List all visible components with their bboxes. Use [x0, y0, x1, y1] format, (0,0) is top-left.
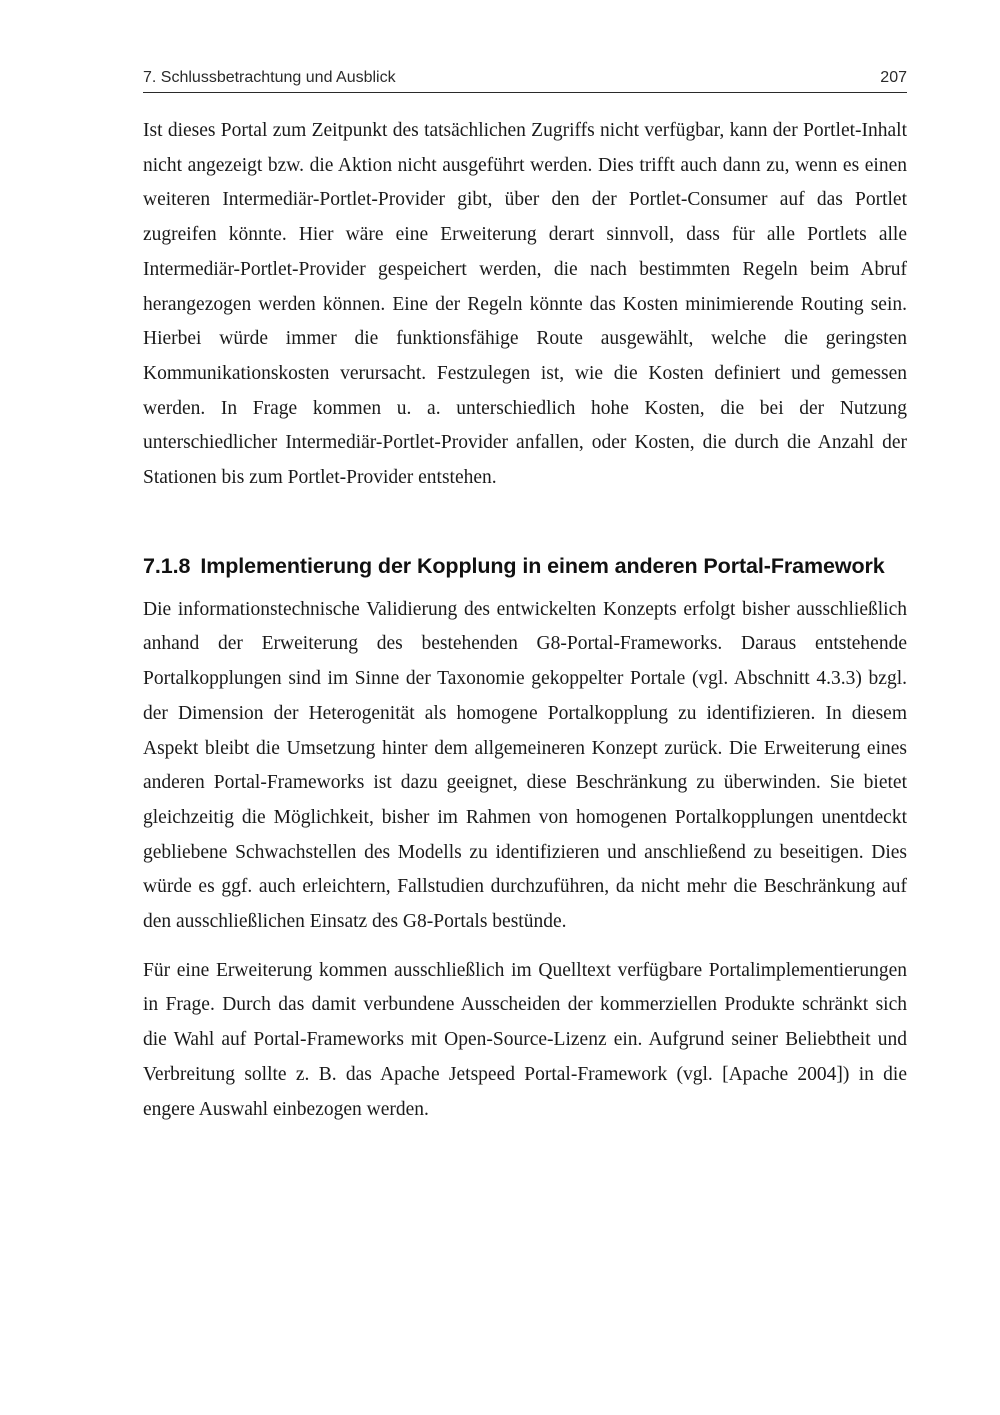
section-heading [143, 551, 907, 581]
paragraph: Für eine Erweiterung kommen ausschließlich im Quelltext verfügbare Portalimplementierungen in Frage. Durch das damit verbundene Ausscheiden der kommerziellen Produkte schränkt sich die Wahl auf Portal-Frameworks mit Open-Source-Lizenz ein. Aufgrund seiner Beliebtheit und Verbreitung sollte z. B. das Apache Jetspeed Portal-Framework (vgl. [Apache 2004]) in die engere Auswahl einbezogen werden. [143, 959, 907, 1120]
running-header [143, 66, 907, 93]
paragraph: Ist dieses Portal zum Zeitpunkt des tatsächlichen Zugriffs nicht verfügbar, kann der Portlet-Inhalt nicht angezeigt bzw. die Aktion nicht ausgeführt werden. Dies trifft auch dann zu, wenn es einen weiteren Intermediär-Portlet-Provider gibt, über den der Portlet-Consumer auf das Portlet zugreifen könnte. Hier wäre eine Erweiterung derart sinnvoll, dass für alle Portlets alle Intermediär-Portlet-Provider gespeichert werden, die nach bestimmten Regeln beim Abruf herangezogen werden können. Eine der Regeln könnte das Kosten minimierende Routing sein. Hierbei würde immer die funktionsfähige Route ausgewählt, welche die geringsten Kommunikationskosten verursacht. Festzulegen ist, wie die Kosten definiert und gemessen werden. In Frage kommen u. a. unterschiedlich hohe Kosten, die bei der Nutzung unterschiedlicher Intermediär-Portlet-Provider anfallen, oder Kosten, die durch die Anzahl der Stationen bis zum Portlet-Provider entstehen. [143, 120, 907, 489]
paragraph: Die informationstechnische Validierung des entwickelten Konzepts erfolgt bisher ausschließlich anhand der Erweiterung des bestehenden G8-Portal-Frameworks. Daraus entstehende Portalkopplungen sind im Sinne der Taxonomie gekoppelter Portale (vgl. Abschnitt 4.3.3) bzgl. der Dimension der Heterogenität als homogene Portalkopplung zu identifizieren. In diesem Aspekt bleibt die Umsetzung hinter dem allgemeineren Konzept zurück. Die Erweiterung eines anderen Portal-Frameworks ist dazu geeignet, diese Beschränkung zu überwinden. Sie bietet gleichzeitig die Möglichkeit, bisher im Rahmen von homogenen Portalkopplungen unentdeckt gebliebene Schwachstellen des Modells zu identifizieren und anschließend zu beseitigen. Dies würde es ggf. auch erleichtern, Fallstudien durchzuführen, da nicht mehr die Beschränkung auf den ausschließlichen Einsatz des G8-Portals bestünde. [143, 598, 907, 933]
page-number: 207 [880, 69, 907, 86]
chapter-title: 7. Schlussbetrachtung und Ausblick [143, 69, 396, 86]
section-number: 7.1.8 [143, 553, 191, 578]
body-text [143, 114, 907, 1127]
section-title: Implementierung der Kopplung in einem anderen Portal-Framework [200, 553, 885, 578]
